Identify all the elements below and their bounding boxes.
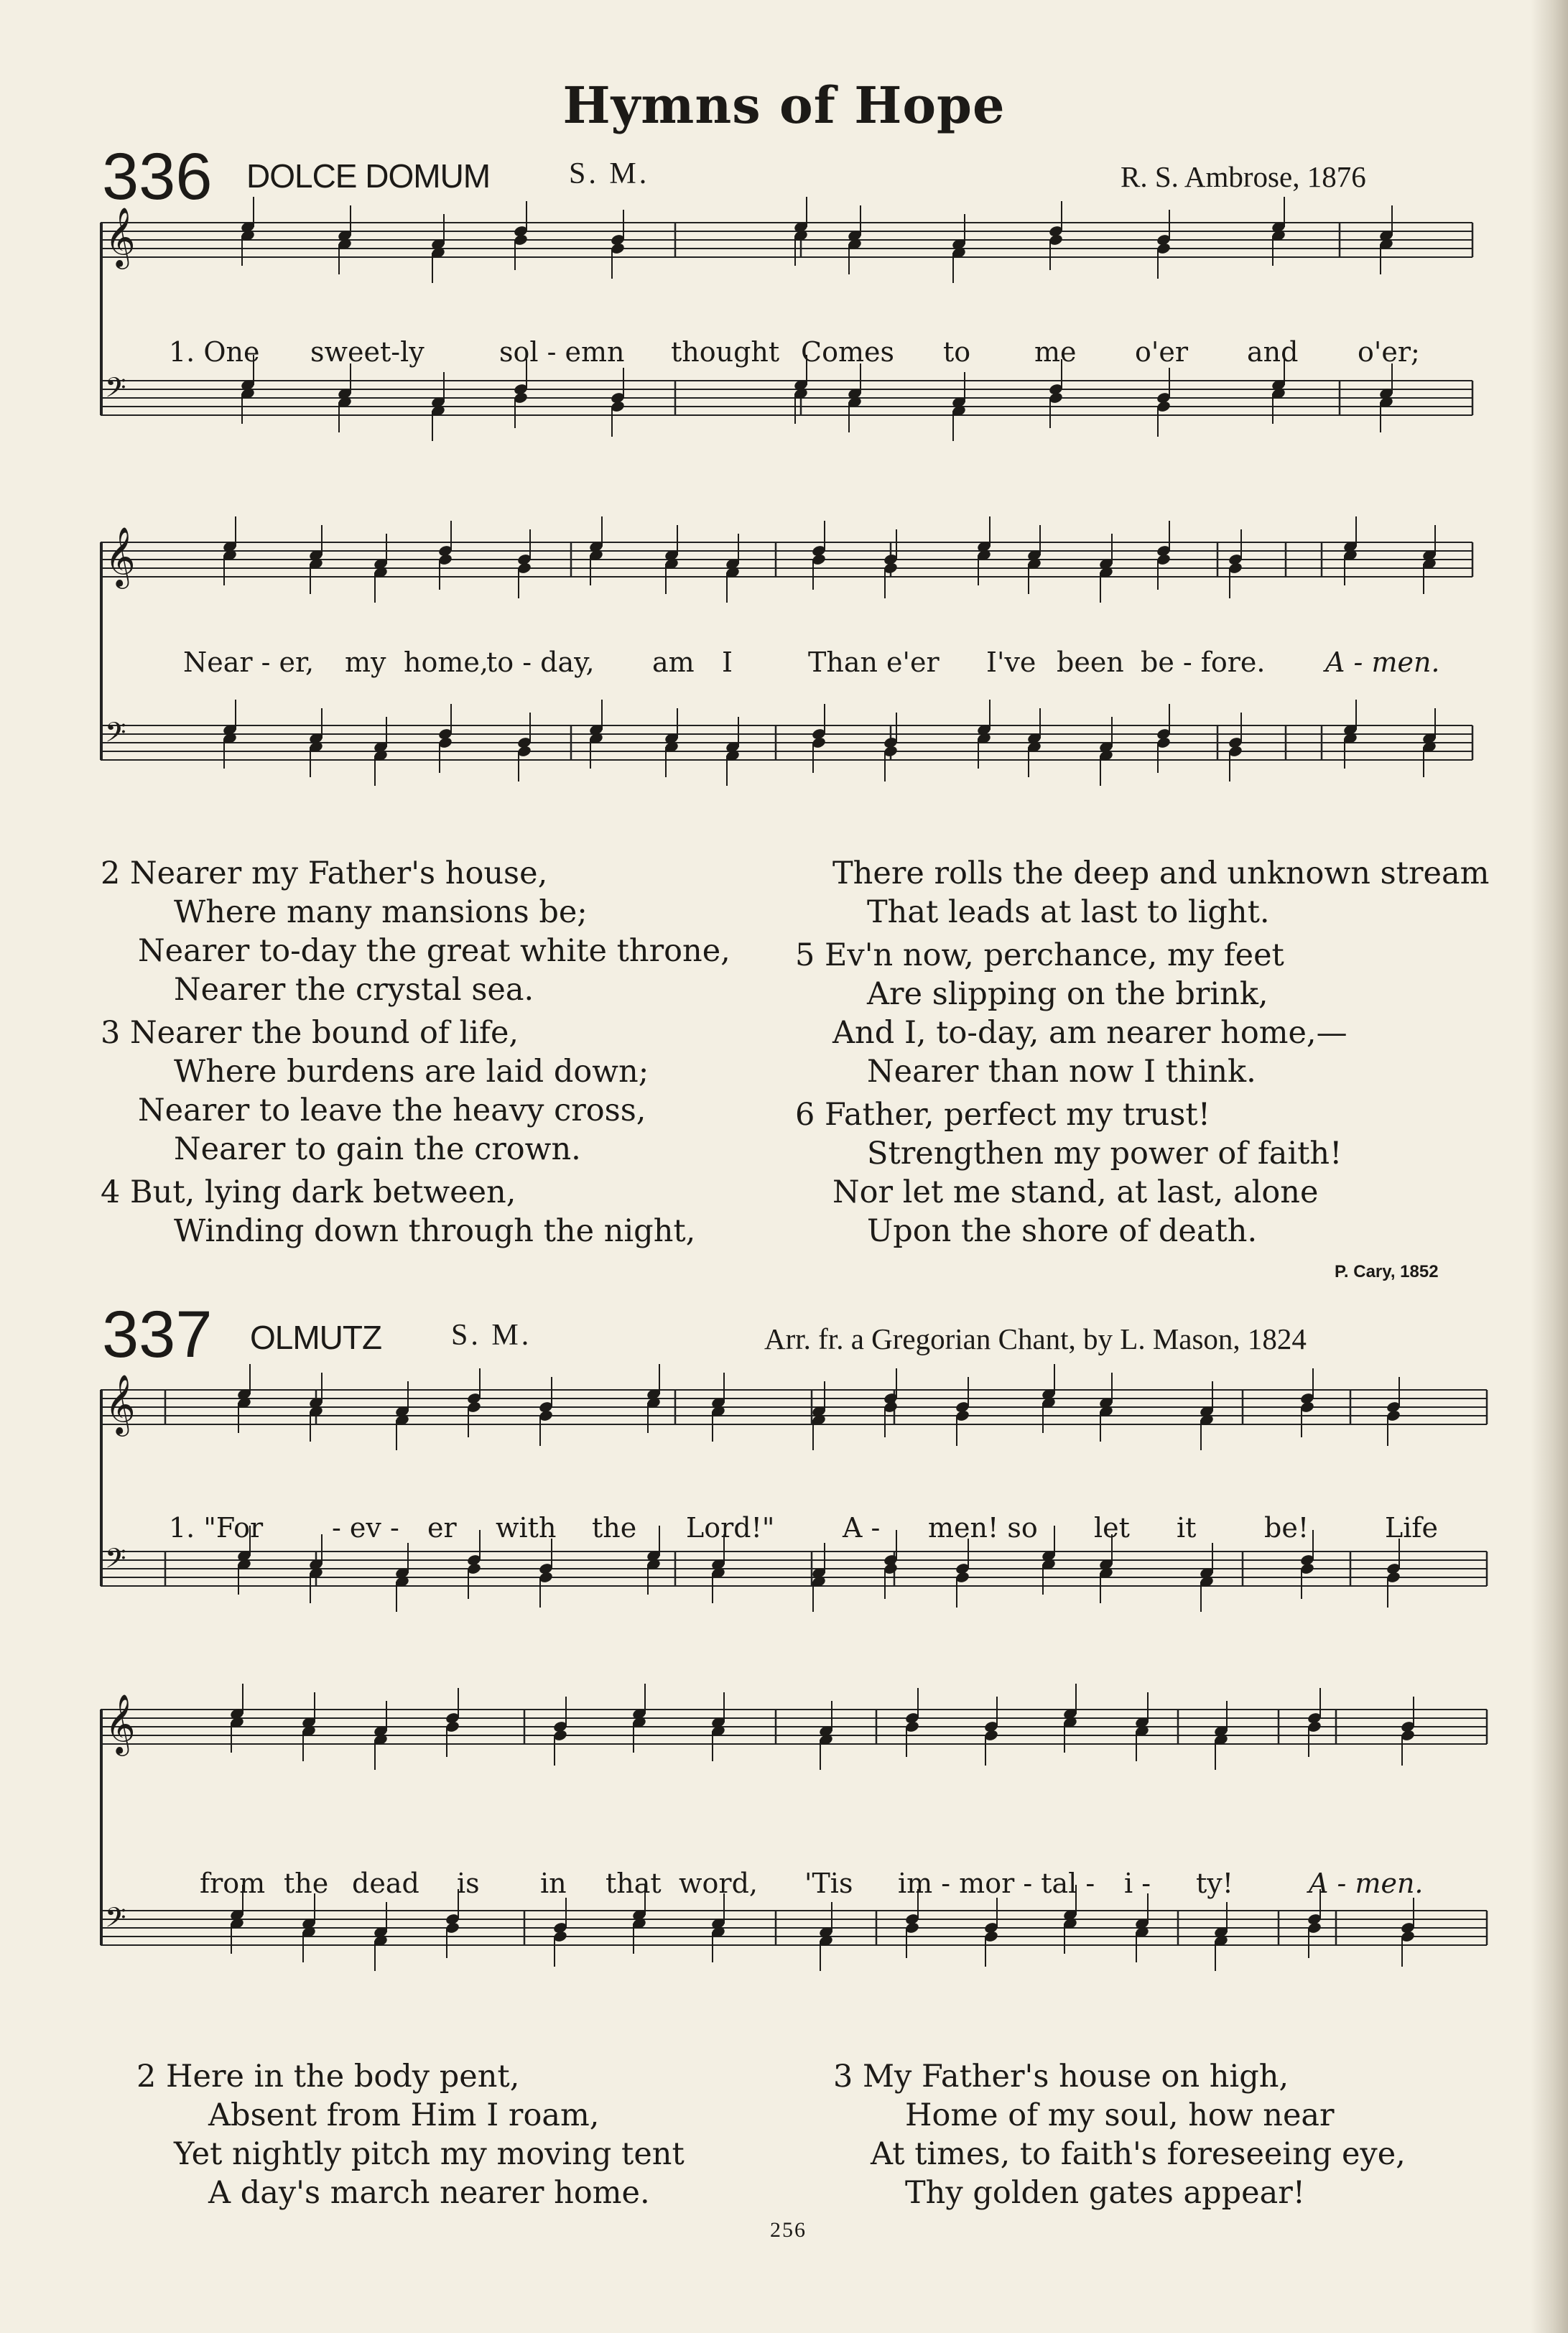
lyric-337-1-11: Life — [1385, 1512, 1438, 1544]
treble-clef-icon: 𝄞 — [105, 1693, 136, 1753]
lyric-337-2-2: dead — [352, 1868, 419, 1899]
lyric-337-1-7: men! so — [928, 1512, 1038, 1544]
verse-line: Nor let me stand, at last, alone — [832, 1174, 1319, 1210]
lyric-336-1-0: 1. One — [169, 336, 260, 368]
verse-line: 3 Nearer the bound of life, — [101, 1015, 519, 1051]
verse-line: 5 Ev'n now, perchance, my feet — [795, 937, 1284, 973]
staff — [101, 526, 1472, 589]
verse-line: Where many mansions be; — [174, 894, 588, 930]
lyric-337-1-5: Lord!" — [686, 1512, 775, 1544]
verse-line: Nearer the crystal sea. — [174, 972, 534, 1008]
note-group — [236, 1526, 1401, 1580]
lyric-337-2-1: the — [284, 1868, 329, 1899]
note-group — [222, 516, 1437, 570]
treble-clef-icon: 𝄞 — [105, 526, 136, 586]
verse-line: Absent from Him I roam, — [208, 2097, 600, 2133]
note-group — [229, 1716, 1415, 1770]
tune-name-336: DOLCE DOMUM — [246, 157, 491, 195]
lyric-336-2-7: I've — [986, 646, 1036, 678]
lyric-336-1-9: o'er; — [1358, 336, 1420, 368]
lyric-336-2-3: to - day, — [486, 646, 595, 678]
lyric-336-2-6: Than e'er — [808, 646, 940, 678]
lyric-336-2-10: A - men. — [1325, 646, 1440, 678]
staff — [101, 206, 1472, 269]
lyric-336-2-5: I — [722, 646, 733, 678]
verse-line: Nearer to leave the heavy cross, — [138, 1093, 646, 1128]
verse-line: Winding down through the night, — [174, 1213, 696, 1249]
lyric-337-1-3: with — [496, 1512, 557, 1544]
note-group — [236, 1364, 1401, 1418]
verse-line: 2 Nearer my Father's house, — [101, 855, 548, 891]
lyric-337-1-0: 1. "For — [169, 1512, 264, 1544]
lyric-337-1-4: the — [592, 1512, 637, 1544]
lyric-337-2-8: im - mor - tal - — [898, 1868, 1095, 1899]
section-title: Hymns of Hope — [562, 75, 1006, 135]
lyric-336-1-5: to — [943, 336, 971, 368]
lyric-337-2-10: ty! — [1196, 1868, 1234, 1899]
treble-clef-icon: 𝄞 — [105, 206, 136, 266]
verse-line: Thy golden gates appear! — [905, 2175, 1306, 2211]
lyric-337-1-6: A - — [843, 1512, 881, 1544]
meter-337: S. M. — [451, 1319, 532, 1352]
lyric-336-1-6: me — [1034, 336, 1077, 368]
verse-line: Nearer than now I think. — [867, 1054, 1256, 1090]
bass-clef-icon: 𝄢 — [105, 371, 126, 410]
lyric-337-2-5: that — [606, 1868, 662, 1899]
verse-line: Home of my soul, how near — [905, 2097, 1335, 2133]
note-group — [229, 1917, 1415, 1971]
page-number: 256 — [770, 2218, 807, 2242]
verse-line: Nearer to-day the great white throne, — [138, 933, 730, 969]
verse-line: That leads at last to light. — [867, 894, 1270, 930]
verse-line: At times, to faith's foreseeing eye, — [871, 2136, 1406, 2172]
verse-line: Where burdens are laid down; — [174, 1054, 649, 1090]
lyric-336-2-9: be - fore. — [1141, 646, 1266, 678]
verse-line: Upon the shore of death. — [867, 1213, 1258, 1249]
composer-337: Arr. fr. a Gregorian Chant, by L. Mason, 1824 — [764, 1322, 1307, 1355]
lyric-336-1-2: sol - emn — [499, 336, 625, 368]
lyric-336-1-3: thought — [671, 336, 780, 368]
lyric-336-2-1: my — [345, 646, 386, 678]
lyric-337-2-4: in — [540, 1868, 567, 1899]
staff — [101, 716, 1472, 760]
lyric-336-1-7: o'er — [1135, 336, 1188, 368]
verse-line: 3 My Father's house on high, — [833, 2059, 1289, 2095]
lyric-336-2-4: am — [652, 646, 695, 678]
lyric-337-2-3: is — [457, 1868, 480, 1899]
note-group — [236, 1558, 1401, 1612]
lyric-336-2-8: been — [1057, 646, 1124, 678]
verse-line: There rolls the deep and unknown stream — [832, 855, 1490, 891]
note-group — [240, 229, 1393, 283]
verse-line: Nearer to gain the crown. — [174, 1131, 581, 1167]
lyric-337-2-0: from — [200, 1868, 266, 1899]
lyric-337-1-10: be! — [1264, 1512, 1309, 1544]
composer-336: R. S. Ambrose, 1876 — [1121, 160, 1366, 193]
note-group — [222, 549, 1437, 603]
page-edge — [1531, 0, 1568, 2333]
note-group — [222, 732, 1437, 786]
note-group — [222, 700, 1437, 753]
verse-line: 2 Here in the body pent, — [136, 2059, 520, 2095]
lyric-336-1-8: and — [1247, 336, 1299, 368]
treble-clef-icon: 𝄞 — [105, 1373, 136, 1434]
lyric-337-2-7: 'Tis — [804, 1868, 853, 1899]
hymn-number-337: 337 — [102, 1298, 213, 1371]
verse-line: Yet nightly pitch my moving tent — [174, 2136, 685, 2172]
lyric-336-1-4: Comes — [801, 336, 894, 368]
staff — [101, 371, 1472, 415]
lyric-336-2-0: Near - er, — [183, 646, 315, 678]
lyric-337-1-1: - ev - — [332, 1512, 399, 1544]
lyric-337-1-9: it — [1177, 1512, 1197, 1544]
bass-clef-icon: 𝄢 — [105, 1901, 126, 1940]
note-group — [229, 1684, 1415, 1738]
lyric-336-2-2: home, — [404, 646, 488, 678]
meter-336: S. M. — [569, 157, 650, 190]
verse-line: 6 Father, perfect my trust! — [795, 1097, 1210, 1133]
verse-line: Strengthen my power of faith! — [867, 1136, 1342, 1172]
bass-clef-icon: 𝄢 — [105, 716, 126, 755]
note-group — [240, 197, 1393, 251]
lyric-337-1-2: er — [427, 1512, 457, 1544]
lyric-337-1-8: let — [1094, 1512, 1130, 1544]
verse-line: Are slipping on the brink, — [867, 976, 1268, 1012]
hymn-number-336: 336 — [102, 140, 213, 213]
verse-line: 4 But, lying dark between, — [101, 1174, 516, 1210]
lyric-337-2-6: word, — [679, 1868, 758, 1899]
lyric-337-2-9: i - — [1124, 1868, 1151, 1899]
staff — [101, 1542, 1487, 1586]
lyric-337-2-11: A - men. — [1309, 1868, 1424, 1899]
note-group — [236, 1396, 1401, 1450]
note-group — [240, 387, 1393, 441]
bass-clef-icon: 𝄢 — [105, 1542, 126, 1581]
staff — [101, 1373, 1487, 1437]
lyric-336-1-1: sweet-ly — [310, 336, 425, 368]
tune-name-337: OLMUTZ — [250, 1319, 382, 1356]
verse-line: A day's march nearer home. — [208, 2175, 650, 2211]
verse-line: And I, to-day, am nearer home,— — [832, 1015, 1347, 1051]
author-336: P. Cary, 1852 — [1335, 1262, 1439, 1281]
